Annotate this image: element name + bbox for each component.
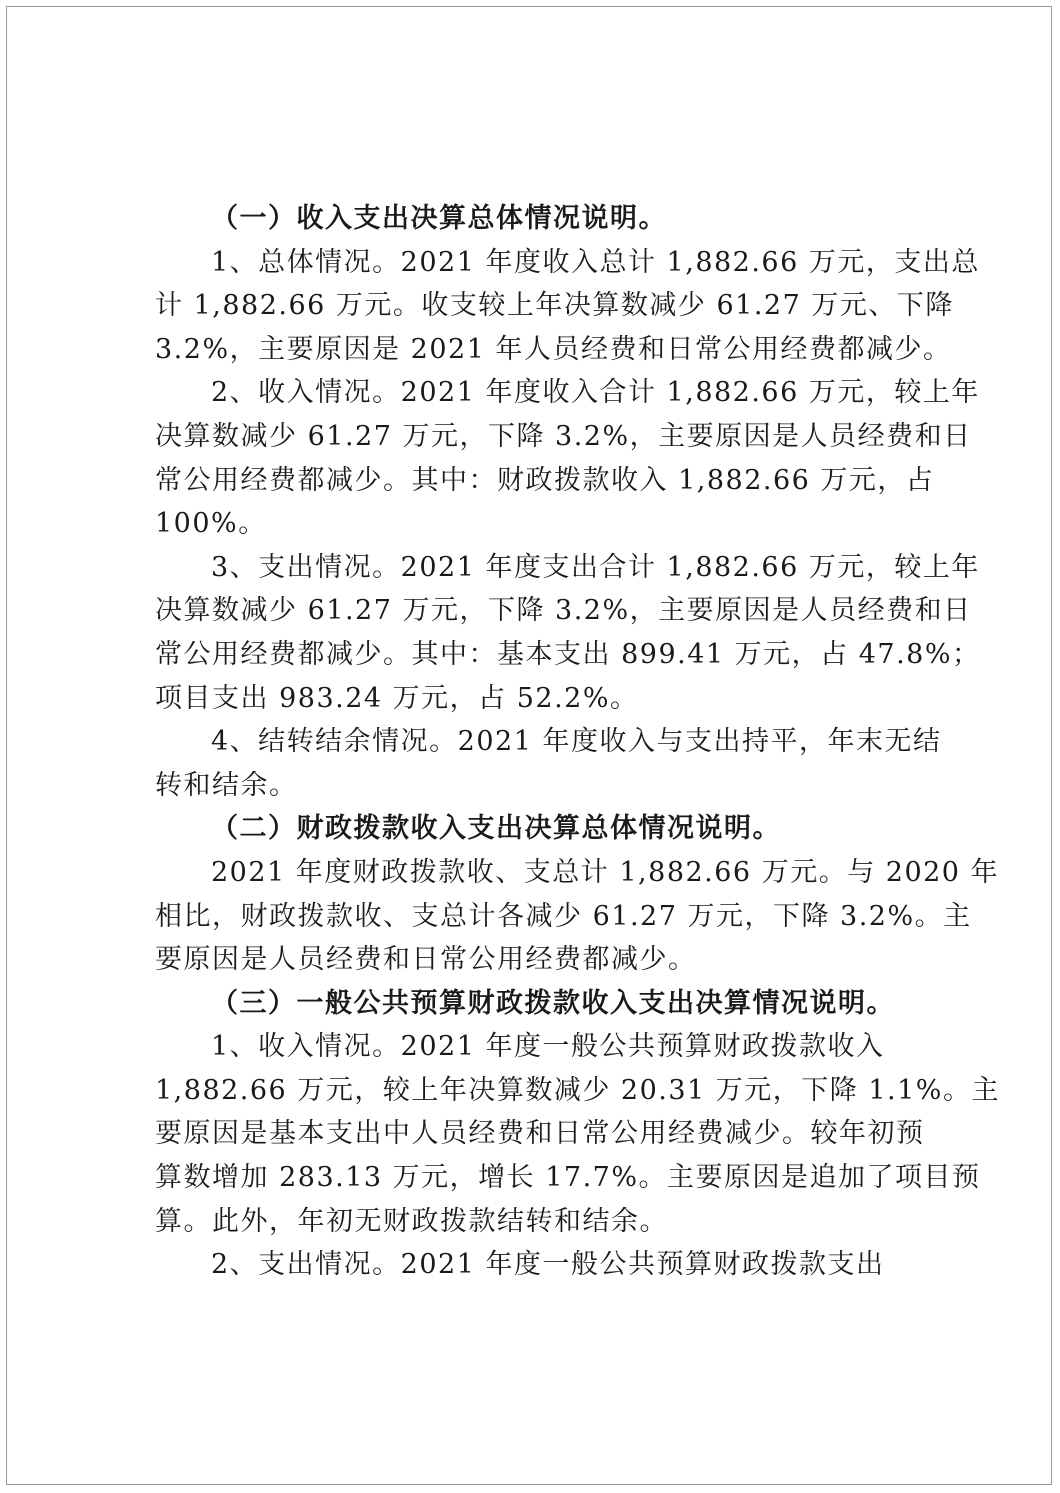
body-text-line: 1、总体情况。2021 年度收入总计 1,882.66 万元，支出总 <box>211 246 980 278</box>
section-heading: （二）财政拨款收入支出决算总体情况说明。 <box>211 813 781 845</box>
body-text-line: 决算数减少 61.27 万元，下降 3.2%，主要原因是人员经费和日 <box>155 420 972 452</box>
body-text-line: 常公用经费都减少。其中：财政拨款收入 1,882.66 万元，占 <box>155 464 935 496</box>
body-text-line: 1,882.66 万元，较上年决算数减少 20.31 万元，下降 1.1%。主 <box>155 1074 1000 1106</box>
body-text-line: 决算数减少 61.27 万元，下降 3.2%，主要原因是人员经费和日 <box>155 595 972 627</box>
section-heading: （三）一般公共预算财政拨款收入支出决算情况说明。 <box>211 987 895 1019</box>
body-text-line: 计 1,882.66 万元。收支较上年决算数减少 61.27 万元、下降 <box>155 290 954 322</box>
body-text-line: 2021 年度财政拨款收、支总计 1,882.66 万元。与 2020 年 <box>211 856 1000 888</box>
body-text-line: 相比，财政拨款收、支总计各减少 61.27 万元，下降 3.2%。主 <box>155 900 972 932</box>
body-text-line: 项目支出 983.24 万元，占 52.2%。 <box>155 682 639 714</box>
body-text-line: 3.2%，主要原因是 2021 年人员经费和日常公用经费都减少。 <box>155 333 952 365</box>
body-text-line: 要原因是基本支出中人员经费和日常公用经费减少。较年初预 <box>155 1118 925 1150</box>
page-frame <box>6 6 1052 1485</box>
body-text-line: 2、支出情况。2021 年度一般公共预算财政拨款支出 <box>211 1249 885 1281</box>
body-text-line: 算数增加 283.13 万元，增长 17.7%。主要原因是追加了项目预 <box>155 1162 981 1194</box>
section-heading: （一）收入支出决算总体情况说明。 <box>211 203 667 234</box>
body-text-line: 常公用经费都减少。其中：基本支出 899.41 万元，占 47.8%； <box>155 638 981 670</box>
body-text-line: 4、结转结余情况。2021 年度收入与支出持平，年末无结 <box>211 726 942 758</box>
body-text-line: 转和结余。 <box>155 769 298 801</box>
document-body <box>155 197 1000 1287</box>
body-text-line: 要原因是人员经费和日常公用经费都减少。 <box>155 944 697 976</box>
body-text-line: 算。此外，年初无财政拨款结转和结余。 <box>155 1205 668 1237</box>
body-text-line: 2、收入情况。2021 年度收入合计 1,882.66 万元，较上年 <box>211 377 980 409</box>
body-text-line: 1、收入情况。2021 年度一般公共预算财政拨款收入 <box>211 1031 885 1063</box>
body-text-line: 3、支出情况。2021 年度支出合计 1,882.66 万元，较上年 <box>211 551 980 583</box>
body-text-line: 100%。 <box>155 508 267 540</box>
